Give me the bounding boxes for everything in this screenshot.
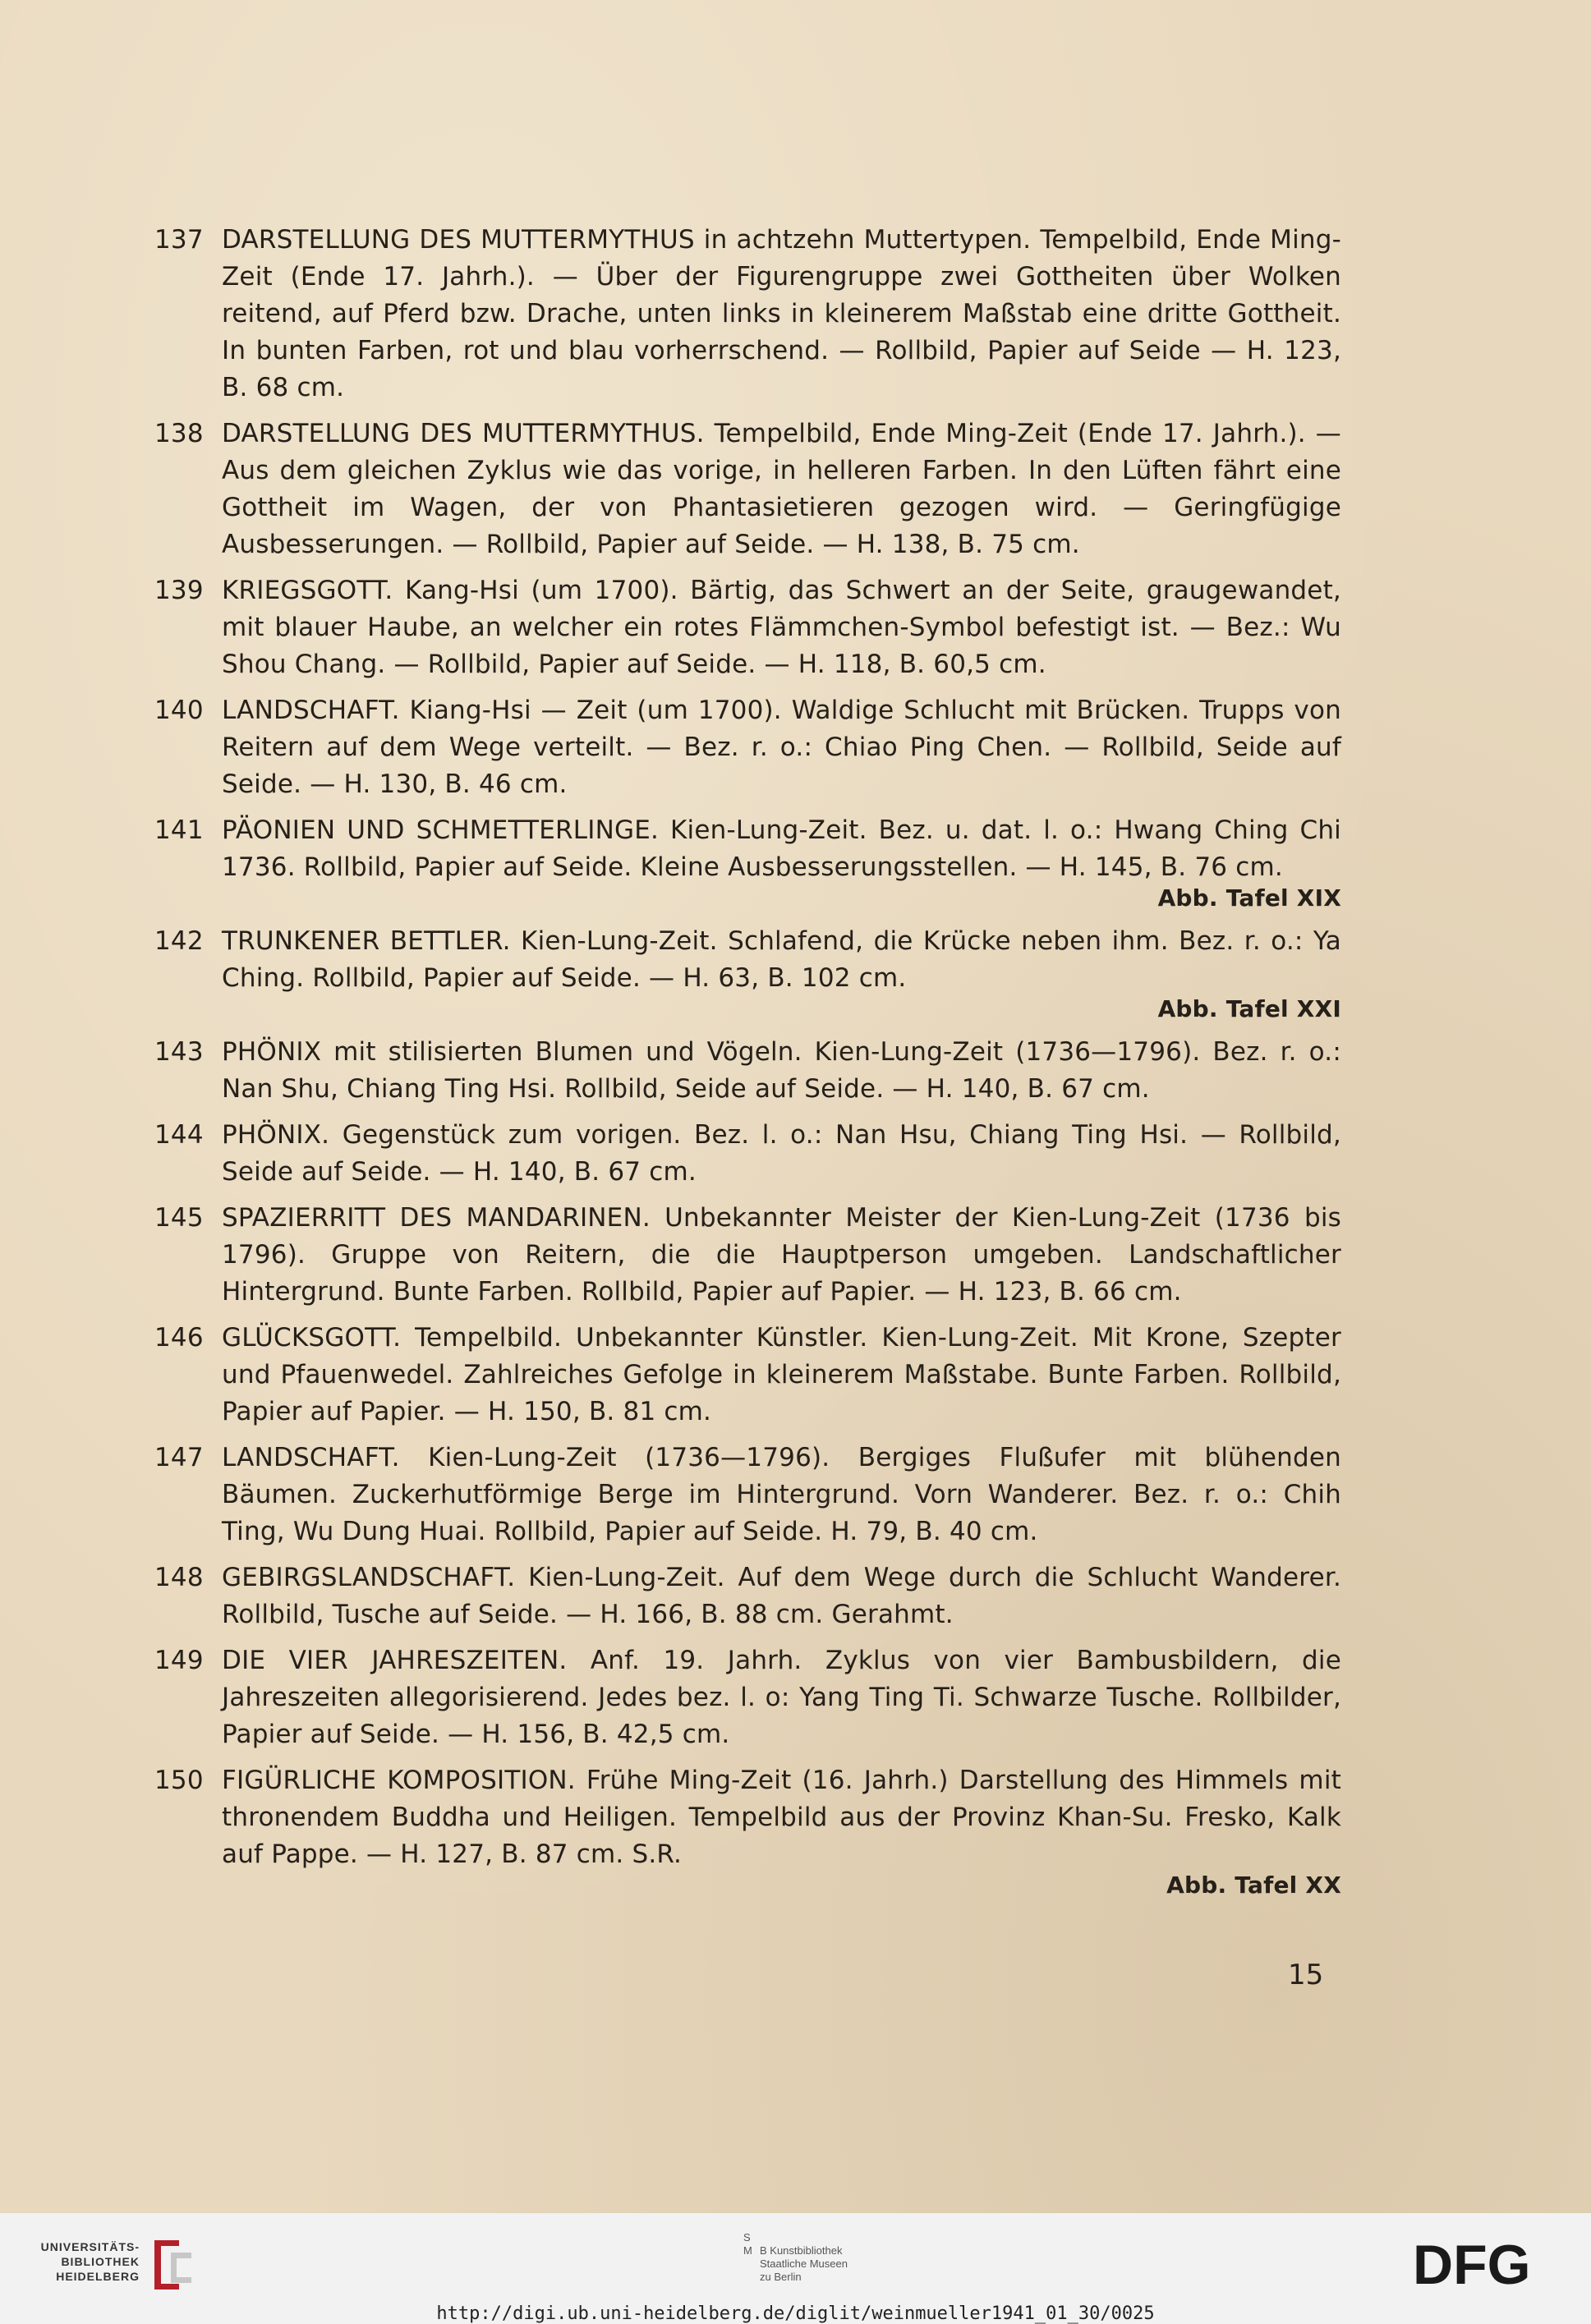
entry-number: 141 xyxy=(154,815,204,845)
library-emblem-icon xyxy=(146,2236,204,2294)
catalog-entry xyxy=(154,1117,1341,1191)
catalog-entry xyxy=(154,812,1341,914)
entry-number: 142 xyxy=(154,926,204,956)
entry-number: 146 xyxy=(154,1323,204,1353)
catalog-entry xyxy=(154,1642,1341,1753)
entry-text: LANDSCHAFT. Kien-Lung-Zeit (1736—1796). Bergiges Flußufer mit blühenden Bäumen. Zuckerhutförmige Berge im Hintergrund. Vorn Wanderer. Bez. r. o.: Chih Ting, Wu Dung Huai. Rollbild, Papier auf Seide. H. 79, B. 40 cm. xyxy=(222,1443,1341,1546)
catalog-entry xyxy=(154,1440,1341,1550)
entry-text: DARSTELLUNG DES MUTTERMYTHUS in achtzehn Muttertypen. Tempelbild, Ende Ming-Zeit (Ende 17. Jahrh.). — Über der Figurengruppe zwei Gottheiten über Wolken reitend, auf Pferd bzw. Drache, unten links in kleinerem Maßstab eine dritte Gottheit. In bunten Farben, rot und blau vorherrschend. — Rollbild, Papier auf Seide — H. 123, B. 68 cm. xyxy=(222,225,1341,402)
svg-text:DFG: DFG xyxy=(1413,2238,1531,2291)
entry-text: GEBIRGSLANDSCHAFT. Kien-Lung-Zeit. Auf dem Wege durch die Schlucht Wanderer. Rollbild, Tusche auf Seide. — H. 166, B. 88 cm. Gerahmt. xyxy=(222,1563,1341,1629)
catalog-entry xyxy=(154,1762,1341,1901)
plate-reference: Abb. Tafel XXI xyxy=(1157,995,1341,1022)
page-number: 15 xyxy=(1288,1959,1324,1991)
entry-text: DARSTELLUNG DES MUTTERMYTHUS. Tempelbild, Ende Ming-Zeit (Ende 17. Jahrh.). — Aus dem gleichen Zyklus wie das vorige, in helleren Farben. In den Lüften fährt eine Gottheit im Wagen, der von Phantasietieren gezogen wird. — Geringfügige Ausbesserungen. — Rollbild, Papier auf Seide. — H. 138, B. 75 cm. xyxy=(222,419,1341,559)
entry-number: 137 xyxy=(154,225,204,255)
library-name: UNIVERSITÄTS- BIBLIOTHEK HEIDELBERG xyxy=(40,2240,140,2283)
entry-text: PÄONIEN UND SCHMETTERLINGE. Kien-Lung-Zeit. Bez. u. dat. l. o.: Hwang Ching Chi 1736. Rollbild, Papier auf Seide. Kleine Ausbesserungsstellen. — H. 145, B. 76 cm. xyxy=(222,815,1341,882)
entry-text: TRUNKENER BETTLER. Kien-Lung-Zeit. Schlafend, die Krücke neben ihm. Bez. r. o.: Ya Ching. Rollbild, Papier auf Seide. — H. 63, B. 102 cm. xyxy=(222,926,1341,993)
catalog-entry xyxy=(154,1320,1341,1431)
entry-number: 143 xyxy=(154,1037,204,1067)
plate-reference: Abb. Tafel XX xyxy=(1166,1872,1341,1899)
entry-number: 150 xyxy=(154,1766,204,1795)
page-url-link[interactable]: http://digi.ub.uni-heidelberg.de/diglit/weinmueller1941_01_30/0025 xyxy=(436,2303,1155,2324)
catalog-entry xyxy=(154,1559,1341,1633)
catalog-entry xyxy=(154,572,1341,683)
entry-number: 139 xyxy=(154,576,204,605)
entry-number: 149 xyxy=(154,1646,204,1675)
catalog-entries xyxy=(154,222,1341,1910)
entry-number: 145 xyxy=(154,1203,204,1233)
plate-reference: Abb. Tafel XIX xyxy=(1157,884,1341,912)
entry-number: 138 xyxy=(154,419,204,448)
entry-text: LANDSCHAFT. Kiang-Hsi — Zeit (um 1700). Waldige Schlucht mit Brücken. Trupps von Reitern auf dem Wege verteilt. — Bez. r. o.: Chiao Ping Chen. — Rollbild, Seide auf Seide. — H. 130, B. 46 cm. xyxy=(222,696,1341,799)
catalog-entry xyxy=(154,923,1341,1025)
entry-number: 147 xyxy=(154,1443,204,1472)
entry-text: KRIEGSGOTT. Kang-Hsi (um 1700). Bärtig, das Schwert an der Seite, graugewandet, mit blauer Haube, an welcher ein rotes Flämmchen-Symbol befestigt ist. — Bez.: Wu Shou Chang. — Rollbild, Papier auf Seide. — H. 118, B. 60,5 cm. xyxy=(222,576,1341,679)
catalog-entry xyxy=(154,416,1341,563)
viewer-footer: UNIVERSITÄTS- BIBLIOTHEK HEIDELBERG S M B Kunstbibliothek Staatliche Museen zu Berlin DFG http://digi.ub.uni-heidelberg.de/diglit/weinmueller1941_01_30/0025 xyxy=(0,2213,1591,2324)
entry-text: PHÖNIX. Gegenstück zum vorigen. Bez. l. o.: Nan Hsu, Chiang Ting Hsi. — Rollbild, Seide auf Seide. — H. 140, B. 67 cm. xyxy=(222,1120,1341,1187)
catalog-entry xyxy=(154,692,1341,803)
entry-number: 148 xyxy=(154,1563,204,1592)
entry-text: PHÖNIX mit stilisierten Blumen und Vögeln. Kien-Lung-Zeit (1736—1796). Bez. r. o.: Nan Shu, Chiang Ting Hsi. Rollbild, Seide auf Seide. — H. 140, B. 67 cm. xyxy=(222,1037,1341,1104)
university-library-logo[interactable] xyxy=(25,2236,205,2302)
catalog-entry xyxy=(154,1200,1341,1311)
entry-number: 144 xyxy=(154,1120,204,1150)
entry-text: GLÜCKSGOTT. Tempelbild. Unbekannter Künstler. Kien-Lung-Zeit. Mit Krone, Szepter und Pfauenwedel. Zahlreiches Gefolge in kleinerem Maßstabe. Bunte Farben. Rollbild, Papier auf Papier. — H. 150, B. 81 cm. xyxy=(222,1323,1341,1426)
entry-text: DIE VIER JAHRESZEITEN. Anf. 19. Jahrh. Zyklus von vier Bambusbildern, die Jahreszeiten allegorisierend. Jedes bez. l. o: Yang Ting Ti. Schwarze Tusche. Rollbilder, Papier auf Seide. — H. 156, B. 42,5 cm. xyxy=(222,1646,1341,1749)
catalog-entry xyxy=(154,222,1341,406)
entry-text: SPAZIERRITT DES MANDARINEN. Unbekannter Meister der Kien-Lung-Zeit (1736 bis 1796). Gruppe von Reitern, die die Hauptperson umgeben. Landschaftlicher Hintergrund. Bunte Farben. Rollbild, Papier auf Papier. — H. 123, B. 66 cm. xyxy=(222,1203,1341,1307)
catalog-entry xyxy=(154,1034,1341,1108)
entry-number: 140 xyxy=(154,696,204,725)
dfg-logo[interactable] xyxy=(1413,2238,1569,2291)
entry-text: FIGÜRLICHE KOMPOSITION. Frühe Ming-Zeit (16. Jahrh.) Darstellung des Himmels mit thronendem Buddha und Heiligen. Tempelbild aus der Provinz Khan-Su. Fresko, Kalk auf Pappe. — H. 127, B. 87 cm. S.R. xyxy=(222,1766,1341,1869)
